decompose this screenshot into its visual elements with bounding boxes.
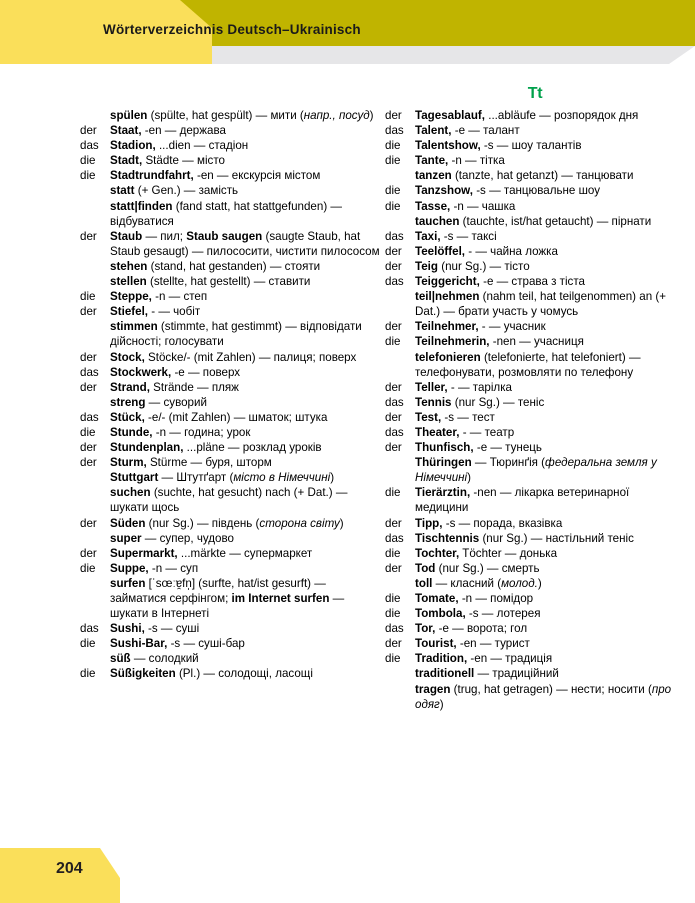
entry-text: suchen (suchte, hat gesucht) nach (+ Dat.) — шукати щось <box>110 486 348 515</box>
dictionary-entry <box>80 651 380 666</box>
entry-article: der <box>80 229 97 243</box>
entry-article: der <box>80 546 97 560</box>
dictionary-entry <box>385 334 685 349</box>
entry-article: der <box>385 380 402 394</box>
dictionary-entry <box>80 319 380 349</box>
dictionary-entry <box>80 153 380 168</box>
entry-article: der <box>80 350 97 364</box>
entry-text: stellen (stellte, hat gestellt) — ставити <box>110 275 311 289</box>
entry-text: Staub — пил; Staub saugen (saugte Staub, hat Staub gesaugt) — пилососити, чистити пилососом <box>110 229 380 258</box>
entry-text: Süßigkeiten (Pl.) — солодощі, ласощі <box>110 667 313 681</box>
entry-text: Stunde, -n — година; урок <box>110 425 251 439</box>
entry-text: surfen [ˈsœːɐ̯fn̩] (surfte, hat/ist gesurft) — займатися серфінгом; im Internet surfen — шукати в Інтернеті <box>110 576 345 621</box>
dictionary-entry <box>80 259 380 274</box>
dictionary-entry <box>385 138 685 153</box>
entry-article: das <box>385 229 404 243</box>
entry-list-left <box>80 108 380 682</box>
dictionary-entry <box>385 380 685 395</box>
dictionary-entry <box>80 470 380 485</box>
dictionary-entry <box>80 183 380 198</box>
section-letter-right: Tt <box>527 85 543 102</box>
dictionary-entry <box>80 410 380 425</box>
entry-article: die <box>385 546 401 560</box>
entry-text: super — супер, чудово <box>110 531 234 545</box>
column-right <box>385 86 685 712</box>
dictionary-entry <box>385 410 685 425</box>
entry-text: Stockwerk, -e — поверх <box>110 365 241 379</box>
dictionary-entry <box>385 561 685 576</box>
dictionary-entry <box>80 289 380 304</box>
entry-text: Tierärztin, -nen — лікарка ветеринарної медицини <box>415 486 630 515</box>
entry-text: Tischtennis (nur Sg.) — настільний теніс <box>415 531 634 545</box>
entry-text: Süden (nur Sg.) — південь (сторона світу) <box>110 516 344 530</box>
dictionary-entry <box>385 214 685 229</box>
entry-text: Tombola, -s — лотерея <box>415 607 541 621</box>
entry-text: toll — класний (молод.) <box>415 576 542 590</box>
entry-article: die <box>385 652 401 666</box>
dictionary-entry <box>80 425 380 440</box>
entry-article: der <box>385 441 402 455</box>
entry-article: der <box>385 259 402 273</box>
dictionary-entry <box>385 108 685 123</box>
dictionary-entry <box>385 455 685 485</box>
entry-article: die <box>385 199 401 213</box>
entry-text: statt|finden (fand statt, hat stattgefunden) — відбуватися <box>110 199 342 228</box>
entry-article: der <box>80 124 97 138</box>
entry-text: Tennis (nur Sg.) — теніс <box>415 395 545 409</box>
dictionary-entry <box>385 682 685 712</box>
entry-article: der <box>385 109 402 122</box>
dictionary-entry <box>385 485 685 515</box>
dictionary-entry <box>385 591 685 606</box>
entry-article: die <box>385 607 401 621</box>
dictionary-entry <box>385 546 685 561</box>
entry-text: Tipp, -s — порада, вказівка <box>415 516 563 530</box>
entry-article: die <box>80 667 96 681</box>
entry-text: Thunfisch, -e — тунець <box>415 441 542 455</box>
entry-text: Tor, -e — ворота; гол <box>415 622 528 636</box>
entry-text: Stadion, ...dien — стадіон <box>110 139 249 153</box>
entry-text: Steppe, -n — степ <box>110 290 208 304</box>
dictionary-entry <box>385 274 685 289</box>
entry-text: teil|nehmen (nahm teil, hat teilgenommen) an (+ Dat.) — брати участь у чомусь <box>415 290 667 319</box>
entry-text: streng — суворий <box>110 395 207 409</box>
dictionary-entry <box>80 516 380 531</box>
entry-article: die <box>385 139 401 153</box>
entry-text: Teig (nur Sg.) — тісто <box>415 259 530 273</box>
entry-article: der <box>385 561 402 575</box>
header-gray-band <box>212 46 695 64</box>
dictionary-entry <box>385 183 685 198</box>
dictionary-entry <box>80 395 380 410</box>
entry-text: süß — солодкий <box>110 652 199 666</box>
entry-text: Tradition, -en — традиція <box>415 652 553 666</box>
entry-article: das <box>80 139 99 153</box>
entry-text: stimmen (stimmte, hat gestimmt) — відповідати дійсності; голосувати <box>110 320 362 349</box>
entry-article: die <box>80 154 96 168</box>
entry-article: der <box>80 305 97 319</box>
entry-text: Theater, - — театр <box>415 425 515 439</box>
entry-text: Supermarkt, ...märkte — супермаркет <box>110 546 313 560</box>
entry-text: Teelöffel, - — чайна ложка <box>415 244 558 258</box>
dictionary-entry <box>80 168 380 183</box>
entry-article: der <box>385 516 402 530</box>
dictionary-entry <box>385 244 685 259</box>
dictionary-entry <box>385 621 685 636</box>
entry-article: die <box>385 486 401 500</box>
entry-article: der <box>385 637 402 651</box>
dictionary-entry <box>80 108 380 123</box>
entry-article: die <box>80 169 96 183</box>
entry-article: die <box>80 637 96 651</box>
entry-article: das <box>80 410 99 424</box>
entry-text: Stuttgart — Штутґарт (місто в Німеччині) <box>110 471 335 485</box>
entry-text: Tomate, -n — помідор <box>415 592 534 605</box>
entry-text: stehen (stand, hat gestanden) — стояти <box>110 259 321 273</box>
page-number: 204 <box>56 860 83 877</box>
column-left <box>80 86 380 712</box>
dictionary-entry <box>385 516 685 531</box>
entry-article: der <box>385 410 402 424</box>
entry-text: statt (+ Gen.) — замість <box>110 184 239 198</box>
entry-text: Sushi, -s — суші <box>110 622 200 636</box>
entry-article: das <box>385 395 404 409</box>
dictionary-entry <box>385 123 685 138</box>
entry-text: traditionell — традиційний <box>415 667 559 681</box>
entry-article: die <box>80 290 96 304</box>
dictionary-entry <box>385 229 685 244</box>
entry-text: Stück, -e/- (mit Zahlen) — шматок; штука <box>110 410 328 424</box>
entry-text: Tante, -n — тітка <box>415 154 505 168</box>
entry-article: die <box>385 335 401 349</box>
entry-text: Tanzshow, -s — танцювальне шоу <box>415 184 601 198</box>
dictionary-entry <box>385 350 685 380</box>
entry-text: Tasse, -n — чашка <box>415 199 516 213</box>
dictionary-entry <box>80 666 380 681</box>
entry-text: Stadt, Städte — місто <box>110 154 225 168</box>
entry-article: der <box>385 320 402 334</box>
entry-article: die <box>385 592 401 605</box>
dictionary-entry <box>385 319 685 334</box>
entry-text: Teller, - — тарілка <box>415 380 512 394</box>
entry-article: der <box>80 456 97 470</box>
dictionary-entry <box>385 440 685 455</box>
entry-article: das <box>80 622 99 636</box>
entry-text: Stock, Stöcke/- (mit Zahlen) — палиця; поверх <box>110 350 357 364</box>
entry-text: tragen (trug, hat getragen) — нести; носити (про одяг) <box>415 682 672 711</box>
dictionary-entry <box>385 259 685 274</box>
dictionary-entry <box>80 199 380 229</box>
dictionary-entry <box>80 123 380 138</box>
entry-text: Tod (nur Sg.) — смерть <box>415 561 540 575</box>
dictionary-entry <box>80 636 380 651</box>
entry-text: Stadtrundfahrt, -en — екскурсія містом <box>110 169 321 183</box>
entry-text: Strand, Strände — пляж <box>110 380 239 394</box>
dictionary-entry <box>385 425 685 440</box>
entry-text: Stundenplan, ...pläne — розклад уроків <box>110 441 322 455</box>
entry-text: tauchen (tauchte, ist/hat getaucht) — пірнати <box>415 214 652 228</box>
dictionary-entry <box>385 199 685 214</box>
dictionary-entry <box>385 636 685 651</box>
entry-text: Talent, -e — талант <box>415 124 520 138</box>
entry-text: Teilnehmer, - — учасник <box>415 320 546 334</box>
entry-text: Taxi, -s — таксі <box>415 229 497 243</box>
entry-text: Suppe, -n — суп <box>110 561 199 575</box>
entry-article: der <box>80 441 97 455</box>
entry-article: die <box>80 561 96 575</box>
dictionary-entry <box>80 455 380 470</box>
page-header <box>0 0 695 64</box>
dictionary-entry <box>80 350 380 365</box>
dictionary-entry <box>385 168 685 183</box>
entry-text: telefonieren (telefonierte, hat telefoniert) — телефонувати, розмовляти по телефону <box>415 350 641 379</box>
entry-text: Thüringen — Тюринґія (федеральна земля у Німеччині) <box>415 456 657 485</box>
dictionary-entry <box>385 576 685 591</box>
entry-article: das <box>385 425 404 439</box>
entry-list-right <box>385 108 685 712</box>
entry-article: der <box>80 380 97 394</box>
dictionary-entry <box>385 651 685 666</box>
entry-text: Teiggericht, -e — страва з тіста <box>415 275 585 289</box>
dictionary-entry <box>385 289 685 319</box>
entry-text: Sturm, Stürme — буря, шторм <box>110 456 272 470</box>
entry-article: die <box>80 425 96 439</box>
dictionary-entry <box>385 395 685 410</box>
dictionary-entry <box>80 304 380 319</box>
page-title: Wörterverzeichnis Deutsch–Ukrainisch <box>103 22 361 37</box>
dictionary-entry <box>80 485 380 515</box>
entry-text: Staat, -en — держава <box>110 124 226 138</box>
entry-article: der <box>385 244 402 258</box>
dictionary-entry <box>80 621 380 636</box>
entry-text: Stiefel, - — чобіт <box>110 305 201 319</box>
dictionary-entry <box>80 561 380 576</box>
entry-article: das <box>385 622 404 636</box>
dictionary-entry <box>80 138 380 153</box>
dictionary-entry <box>385 153 685 168</box>
entry-article: das <box>80 365 99 379</box>
entry-article: der <box>80 516 97 530</box>
entry-article: das <box>385 124 404 138</box>
dictionary-entry <box>80 229 380 259</box>
dictionary-entry <box>80 531 380 546</box>
entry-text: Sushi-Bar, -s — суші-бар <box>110 637 245 651</box>
dictionary-entry <box>385 606 685 621</box>
section-letter-left <box>80 86 380 103</box>
dictionary-entry <box>385 666 685 681</box>
dictionary-columns <box>0 86 695 712</box>
entry-article: die <box>385 184 401 198</box>
dictionary-entry <box>385 531 685 546</box>
dictionary-entry <box>80 576 380 621</box>
entry-text: Tourist, -en — турист <box>415 637 530 651</box>
dictionary-entry <box>80 440 380 455</box>
entry-text: tanzen (tanzte, hat getanzt) — танцювати <box>415 169 634 183</box>
entry-text: Tagesablauf, ...abläufe — розпорядок дня <box>415 109 639 122</box>
dictionary-entry <box>80 380 380 395</box>
entry-text: Test, -s — тест <box>415 410 495 424</box>
entry-text: Teilnehmerin, -nen — учасниця <box>415 335 584 349</box>
entry-article: die <box>385 154 401 168</box>
entry-text: spülen (spülte, hat gespült) — мити (напр., посуд) <box>110 109 374 122</box>
entry-article: das <box>385 531 404 545</box>
entry-article: das <box>385 275 404 289</box>
dictionary-entry <box>80 365 380 380</box>
entry-text: Talentshow, -s — шоу талантів <box>415 139 582 153</box>
dictionary-entry <box>80 274 380 289</box>
entry-text: Tochter, Töchter — донька <box>415 546 558 560</box>
dictionary-entry <box>80 546 380 561</box>
